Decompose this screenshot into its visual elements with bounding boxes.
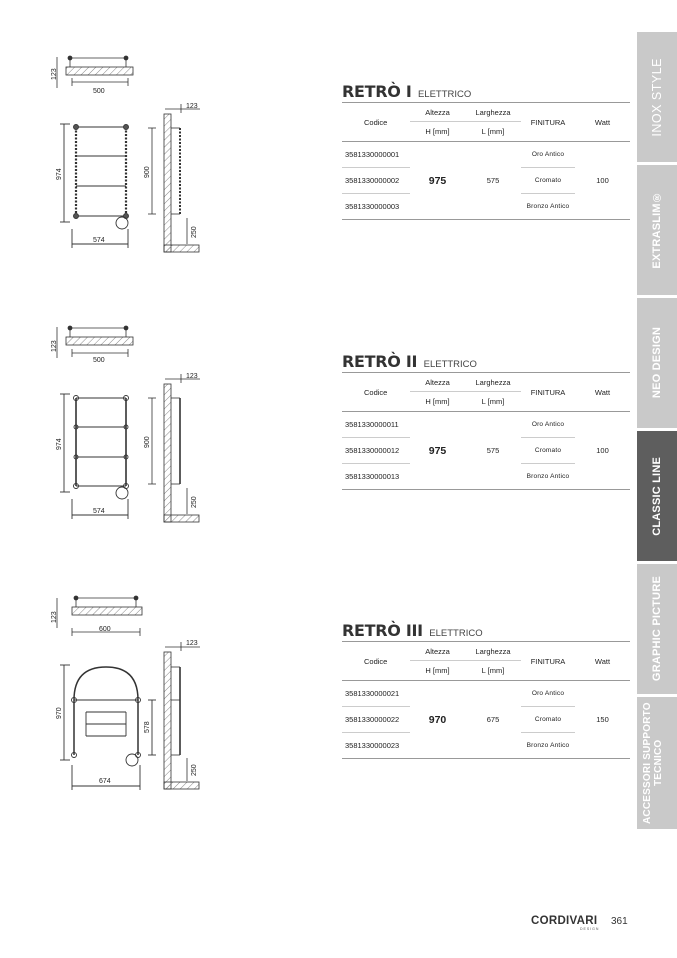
code-cell: 3581330000001 <box>342 142 410 168</box>
header-l-unit: L [mm] <box>481 397 505 406</box>
tab-label: GRAPHIC PICTURE <box>651 576 663 682</box>
product-subtitle: ELETTRICO <box>417 89 472 100</box>
dim-height: 970 <box>56 707 63 719</box>
product-subtitle: ELETTRICO <box>429 628 483 639</box>
finish-cell: Oro Antico <box>521 412 575 438</box>
product-subtitle: ELETTRICO <box>423 359 477 370</box>
dim-depth: 123 <box>186 103 198 110</box>
code-cell: 3581330000011 <box>342 412 410 438</box>
dim-top-depth: 123 <box>51 611 58 623</box>
header-larghezza: Larghezza <box>465 103 521 122</box>
tab-graphic-picture[interactable] <box>637 564 677 694</box>
width-value: 675 <box>486 715 500 724</box>
dim-top-depth: 123 <box>51 68 58 80</box>
page-number: 361 <box>611 916 628 927</box>
watt-value: 150 <box>596 715 609 724</box>
dim-inner: 900 <box>144 436 151 448</box>
product-retro-2 <box>342 352 630 490</box>
header-larghezza: Larghezza <box>465 642 521 661</box>
product-title <box>342 621 630 641</box>
tab-neo-design[interactable] <box>637 298 677 428</box>
dim-width: 574 <box>93 508 105 515</box>
spec-table <box>342 641 630 759</box>
dim-depth: 123 <box>186 373 198 380</box>
code-cell: 3581330000002 <box>342 168 410 194</box>
dim-bottom: 250 <box>191 496 198 508</box>
header-h-unit: H [mm] <box>425 127 450 136</box>
finish-cell: Cromato <box>521 168 575 194</box>
width-value: 575 <box>486 176 500 185</box>
tab-label: ACCESSORI SUPPORTO TECNICO <box>642 702 664 824</box>
product-retro-3 <box>342 621 630 759</box>
header-larghezza: Larghezza <box>465 373 521 392</box>
header-code: Codice <box>364 117 388 127</box>
header-h-unit: H [mm] <box>425 666 450 675</box>
width-value: 575 <box>486 446 500 455</box>
header-h-unit: H [mm] <box>425 397 450 406</box>
dim-width: 574 <box>93 237 105 244</box>
tab-accessori[interactable] <box>637 697 677 829</box>
technical-drawings <box>0 0 220 958</box>
drawing-retro-3 <box>51 596 200 790</box>
header-l-unit: L [mm] <box>481 127 505 136</box>
header-finitura: FINITURA <box>530 656 566 666</box>
height-value: 970 <box>428 713 447 726</box>
dim-top-depth: 123 <box>51 340 58 352</box>
finish-cell: Bronzo Antico <box>526 742 570 749</box>
dim-depth: 123 <box>186 640 198 647</box>
tab-label: NEO DESIGN <box>651 327 663 399</box>
dim-top-width: 600 <box>99 626 111 633</box>
code-cell: 3581330000021 <box>342 681 410 707</box>
spec-table <box>342 102 630 220</box>
product-name: RETRÒ III <box>342 621 423 640</box>
product-retro-1 <box>342 82 630 220</box>
code-cell: 3581330000013 <box>345 472 400 481</box>
height-value: 975 <box>428 444 447 457</box>
header-watt: Watt <box>594 387 611 397</box>
finish-cell: Oro Antico <box>521 681 575 707</box>
finish-cell: Oro Antico <box>521 142 575 168</box>
front-view <box>60 124 129 248</box>
dim-height: 974 <box>56 438 63 450</box>
watt-value: 100 <box>596 446 609 455</box>
finish-cell: Cromato <box>521 438 575 464</box>
drawing-retro-2 <box>51 326 200 522</box>
dim-bottom: 250 <box>191 764 198 776</box>
brand-logo: CORDIVARI <box>531 915 598 927</box>
finish-cell: Bronzo Antico <box>526 203 570 210</box>
header-altezza: Altezza <box>410 373 465 392</box>
header-l-unit: L [mm] <box>481 666 505 675</box>
header-altezza: Altezza <box>410 642 465 661</box>
dim-height: 974 <box>56 168 63 180</box>
product-name: RETRÒ I <box>342 82 412 101</box>
front-view <box>60 665 156 790</box>
product-title <box>342 82 630 102</box>
top-view <box>57 326 133 358</box>
top-view <box>57 56 133 88</box>
product-name: RETRÒ II <box>342 352 418 371</box>
dim-width: 674 <box>99 778 111 785</box>
code-cell: 3581330000022 <box>342 707 410 733</box>
dim-top-width: 500 <box>93 357 105 364</box>
dim-top-width: 500 <box>93 88 105 95</box>
front-view <box>60 394 129 519</box>
code-cell: 3581330000012 <box>342 438 410 464</box>
watt-value: 100 <box>596 176 609 185</box>
finish-cell: Cromato <box>521 707 575 733</box>
header-finitura: FINITURA <box>530 117 566 127</box>
tab-extraslim[interactable] <box>637 165 677 295</box>
finish-cell: Bronzo Antico <box>526 473 570 480</box>
tab-label: INOX STYLE <box>650 57 664 137</box>
dim-inner: 578 <box>144 721 151 733</box>
header-watt: Watt <box>594 117 611 127</box>
height-value: 975 <box>428 174 447 187</box>
header-code: Codice <box>364 387 388 397</box>
header-watt: Watt <box>594 656 611 666</box>
code-cell: 3581330000003 <box>345 202 400 211</box>
tab-label: EXTRASLIM® <box>651 191 663 269</box>
header-code: Codice <box>364 656 388 666</box>
spec-table <box>342 372 630 490</box>
header-finitura: FINITURA <box>530 387 566 397</box>
tab-classic-line[interactable] <box>637 431 677 561</box>
tab-label: CLASSIC LINE <box>651 456 663 536</box>
code-cell: 3581330000023 <box>345 741 400 750</box>
dim-bottom: 250 <box>191 226 198 238</box>
drawing-retro-1 <box>51 56 200 252</box>
product-title <box>342 352 630 372</box>
dim-inner: 900 <box>144 166 151 178</box>
tab-inox-style[interactable] <box>637 32 677 162</box>
header-altezza: Altezza <box>410 103 465 122</box>
brand-sub: DESIGN <box>580 927 600 931</box>
